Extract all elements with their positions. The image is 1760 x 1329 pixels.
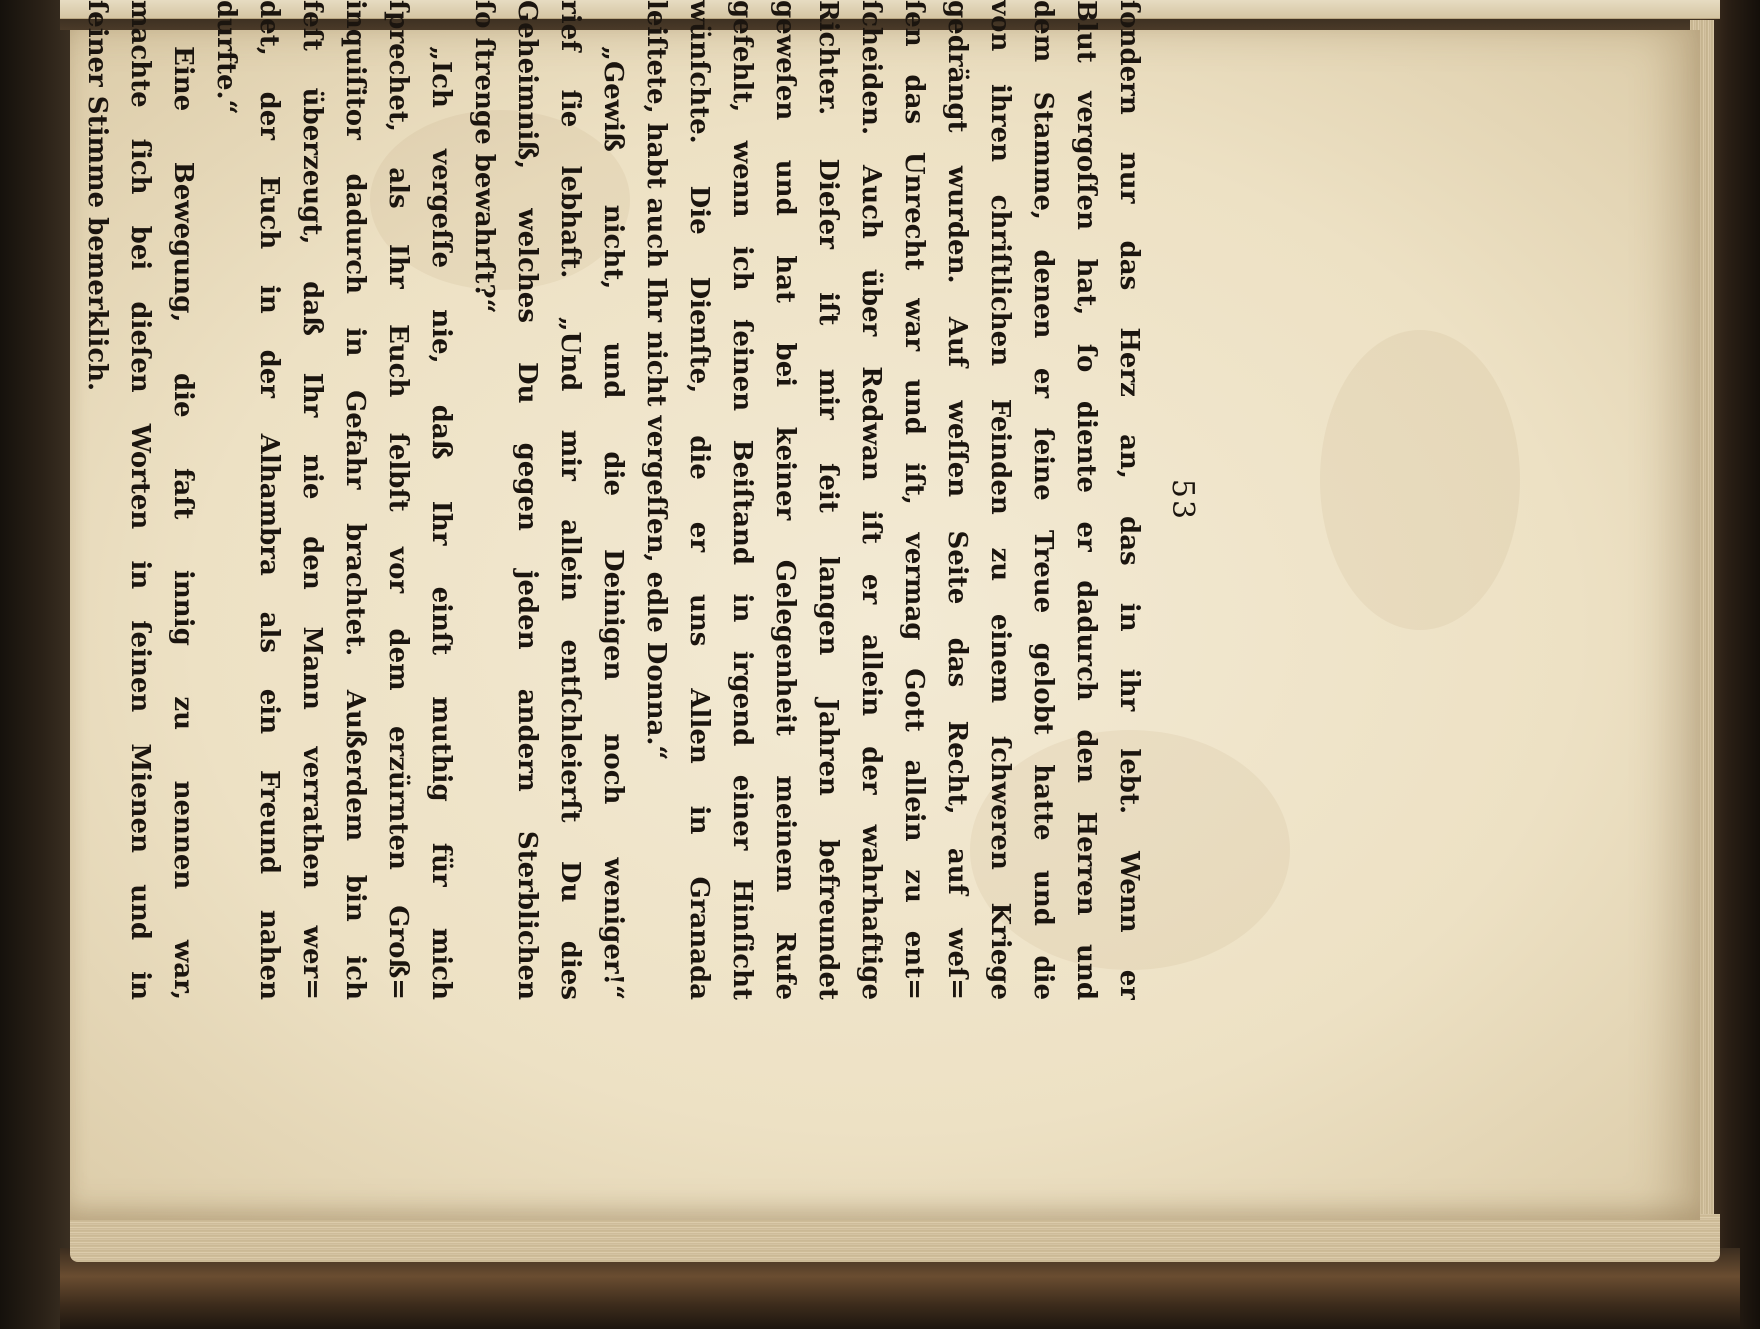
text-line: inquiſitor dadurch in Gefahr brachtet. Außerdem bin ich (340, 0, 370, 1000)
text-line: von ihren chriſtlichen Feinden zu einem ſchweren Kriege (985, 0, 1015, 1000)
text-line: ſondern nur das Herz an, das in ihr lebt. Wenn er (1114, 0, 1144, 1000)
text-line: „Gewiß nicht, und die Deinigen noch weniger!“ (598, 46, 628, 1000)
text-line: dem Stamme, denen er ſeine Treue gelobt hatte und die (1028, 0, 1058, 1000)
page-text-block (82, 0, 1200, 1000)
text-line: leiſtete, habt auch Ihr nicht vergeſſen, edle Donna.“ (641, 0, 671, 761)
text-line: ſeiner Stimme bemerklich. (82, 0, 112, 392)
text-line: Geheimniß, welches Du gegen jeden andern Sterblichen (512, 0, 542, 1000)
text-line: det, der Euch in der Alhambra als ein Freund nahen (254, 0, 284, 1000)
paper-stain (1320, 330, 1520, 630)
left-cover-edge (0, 0, 70, 1329)
text-line: ſo ſtrenge bewahrſt?“ (469, 0, 499, 314)
text-line: rief ſie lebhaft. „Und mir allein entſchleierſt Du dies (555, 0, 585, 1000)
text-line: Blut vergoſſen hat, ſo diente er dadurch den Herren und (1071, 0, 1101, 1000)
text-line: Eine Bewegung, die faſt innig zu nennen war, (168, 46, 198, 1000)
text-line: ſprechet, als Ihr Euch ſelbſt vor dem erzürnten Groß= (383, 0, 413, 1000)
text-line: gefehlt, wenn ich ſeinen Beiſtand in irgend einer Hinſicht (727, 0, 757, 1000)
text-line: feſt überzeugt, daß Ihr nie den Mann verrathen wer= (297, 0, 327, 1000)
text-line: ſcheiden. Auch über Redwan iſt er allein der wahrhaftige (856, 0, 886, 1000)
text-line: durfte.“ (211, 0, 241, 115)
page-body (75, 0, 1150, 1000)
page-number: 53 (1165, 478, 1200, 522)
text-line: Richter. Dieſer iſt mir ſeit langen Jahren befreundet (813, 0, 843, 1000)
text-line: machte ſich bei dieſen Worten in ſeinen Mienen und in (125, 0, 155, 1000)
text-line: geweſen und hat bei keiner Gelegenheit meinem Rufe (770, 0, 800, 1000)
page-stack-bottom (70, 1214, 1720, 1262)
text-line: ſen das Unrecht war und iſt, vermag Gott allein zu ent= (899, 0, 929, 1000)
text-line: „Ich vergeſſe nie, daß Ihr einſt muthig für mich (426, 46, 456, 1000)
text-line: wünſchte. Die Dienſte, die er uns Allen in Granada (684, 0, 714, 1000)
text-line: gedrängt wurden. Auf weſſen Seite das Recht, auf weſ= (942, 0, 972, 1000)
